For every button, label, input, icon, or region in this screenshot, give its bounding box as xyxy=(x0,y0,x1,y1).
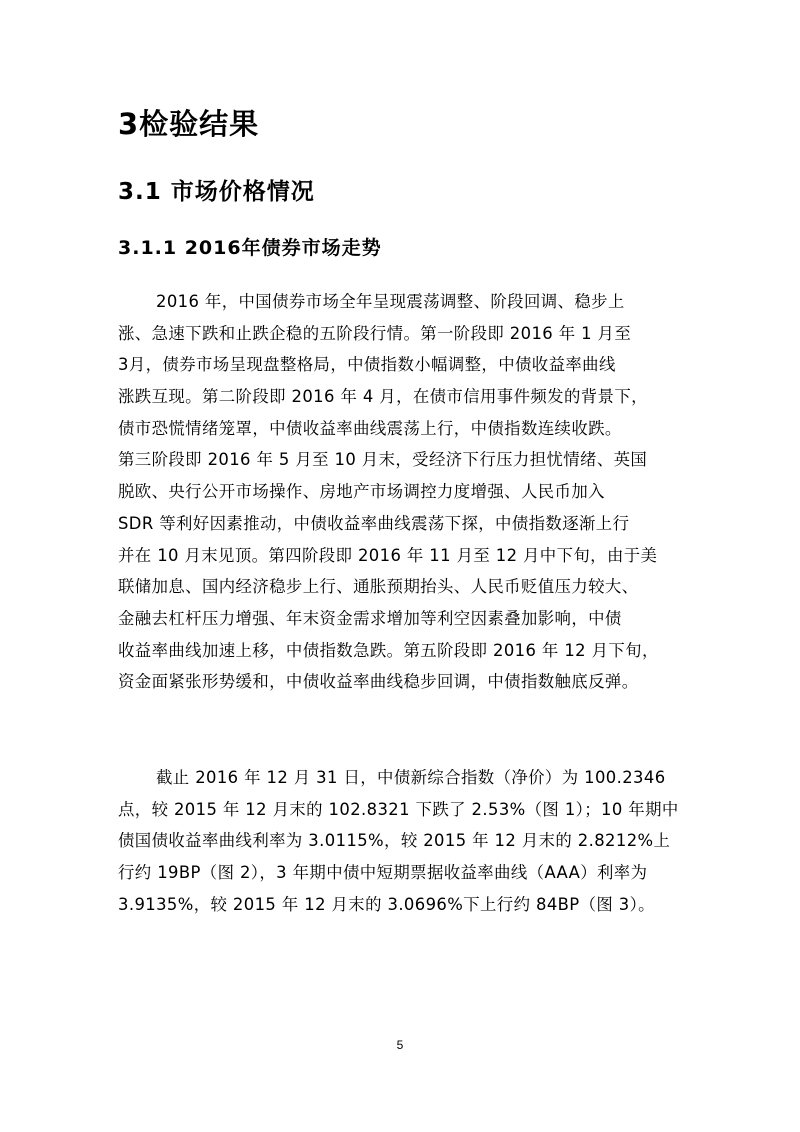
paragraph-line: 金融去杠杆压力增强、年末资金需求增加等利空因素叠加影响，中债 xyxy=(118,608,622,628)
paragraph-line: 2016 年，中国债券市场全年呈现震荡调整、阶段回调、稳步上 xyxy=(156,292,625,311)
sub-subsection-heading: 3.1.1 2016年债券市场走势 xyxy=(118,237,382,259)
paragraph-line: 点，较 2015 年 12 月末的 102.8321 下跌了 2.53%（图 1）；10 年期中 xyxy=(118,799,679,819)
paragraph-line: 资金面紧张形势缓和，中债收益率曲线稳步回调，中债指数触底反弹。 xyxy=(118,672,639,692)
paragraph-line: 并在 10 月末见顶。第四阶段即 2016 年 11 月至 12 月中下旬，由于美 xyxy=(118,545,658,565)
paragraph-line: 第三阶段即 2016 年 5 月至 10 月末，受经济下行压力担忧情绪、英国 xyxy=(118,450,648,470)
paragraph-line: SDR 等利好因素推动，中债收益率曲线震荡下探，中债指数逐渐上行 xyxy=(118,513,630,533)
paragraph-line: 脱欧、央行公开市场操作、房地产市场调控力度增强、人民币加入 xyxy=(118,482,605,502)
page-number: 5 xyxy=(396,1038,404,1052)
paragraph-line: 涨、急速下跌和止跌企稳的五阶段行情。第一阶段即 2016 年 1 月至 xyxy=(118,323,632,343)
paragraph-line: 涨跌互现。第二阶段即 2016 年 4 月，在债市信用事件频发的背景下， xyxy=(118,387,648,407)
paragraph-market-trend xyxy=(118,286,686,698)
paragraph-line: 3.9135%，较 2015 年 12 月末的 3.0696%下上行约 84BP（图 3）。 xyxy=(118,894,655,914)
paragraph-index-summary xyxy=(118,762,686,920)
paragraph-line: 债市恐慌情绪笼罩，中债收益率曲线震荡上行，中债指数连续收跌。 xyxy=(118,418,622,438)
subsection-heading: 3.1 市场价格情况 xyxy=(118,179,315,205)
paragraph-line: 联储加息、国内经济稳步上行、通胀预期抬头、人民币贬值压力较大、 xyxy=(118,577,639,597)
paragraph-line: 截止 2016 年 12 月 31 日，中债新综合指数（净价）为 100.2346 xyxy=(156,768,666,787)
paragraph-line: 收益率曲线加速上移，中债指数急跌。第五阶段即 2016 年 12 月下旬， xyxy=(118,640,659,660)
paragraph-line: 行约 19BP（图 2），3 年期中债中短期票据收益率曲线（AAA）利率为 xyxy=(118,863,648,883)
section-heading: 3检验结果 xyxy=(118,107,260,141)
paragraph-line: 3月，债券市场呈现盘整格局，中债指数小幅调整，中债收益率曲线 xyxy=(118,355,616,375)
paragraph-line: 债国债收益率曲线利率为 3.0115%，较 2015 年 12 月末的 2.8212%上 xyxy=(118,831,671,851)
